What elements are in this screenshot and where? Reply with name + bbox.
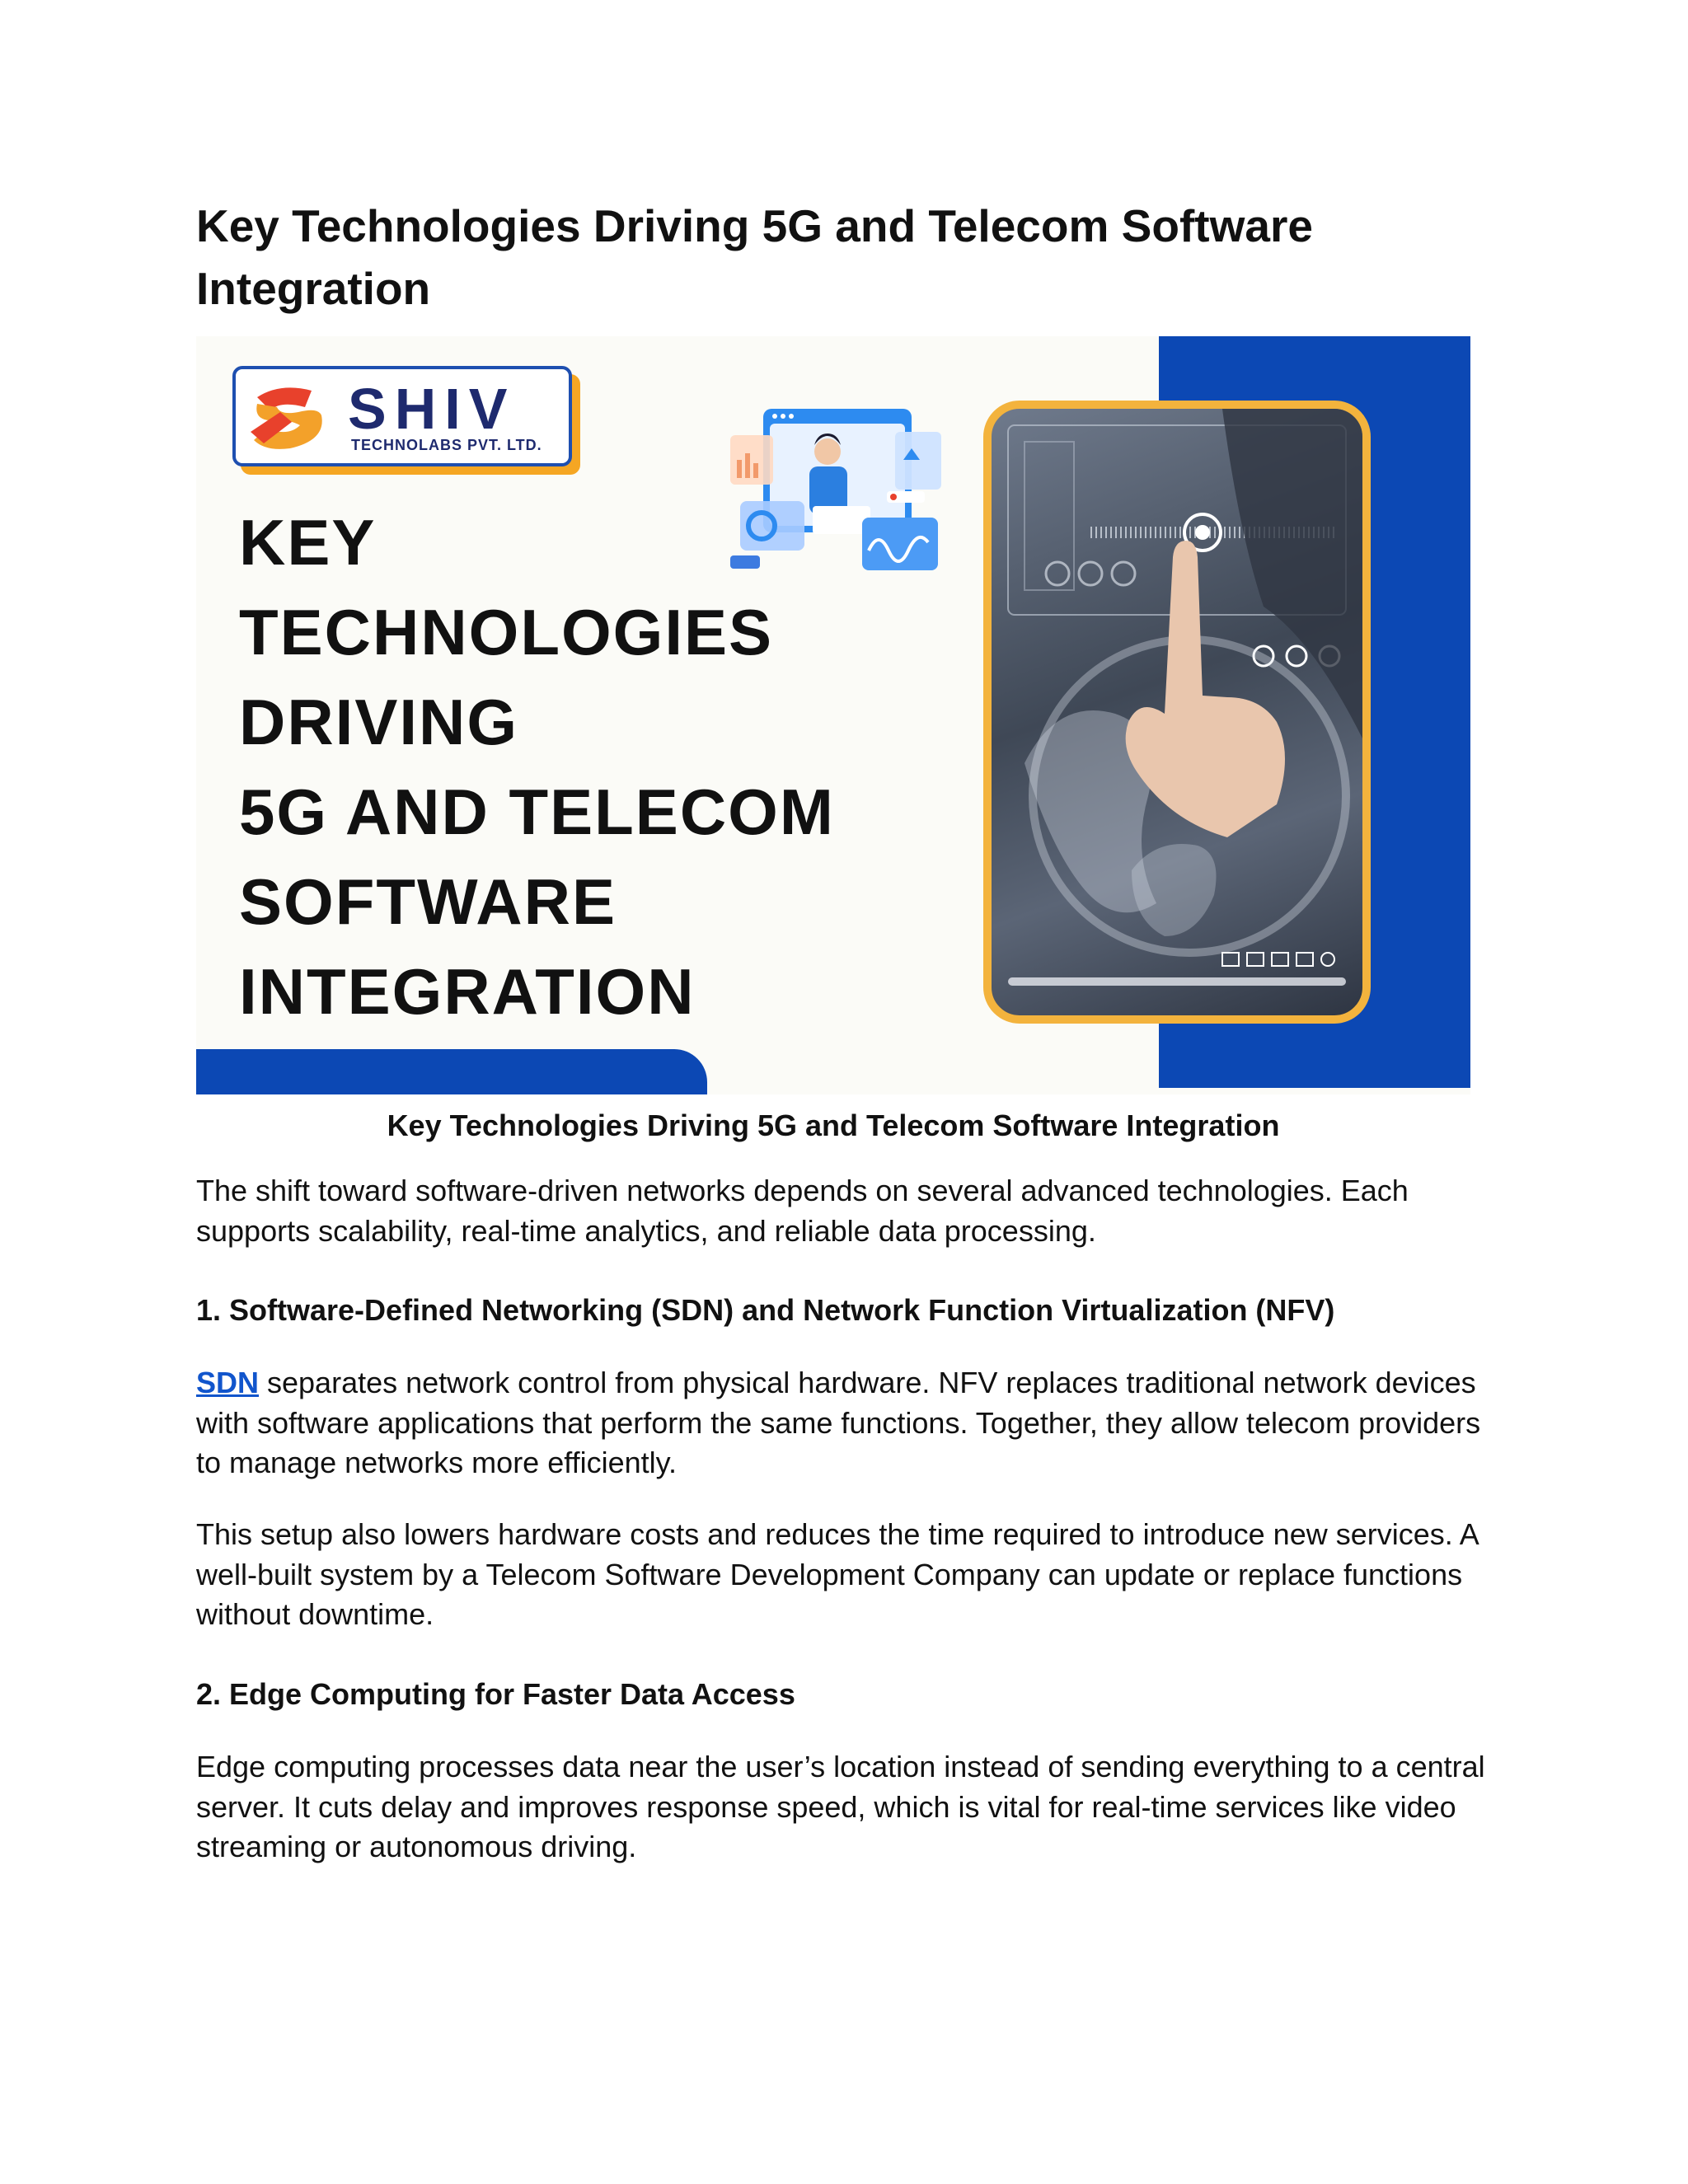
banner-heading-line: SOFTWARE [239, 865, 617, 938]
intro-paragraph: The shift toward software-driven networks depends on several advanced technologies. Each supports scalability, real-time analytics, and reliable data processing. [196, 1174, 1409, 1248]
banner-blue-strip [196, 1049, 707, 1094]
banner-heading-line: TECHNOLOGIES [239, 596, 774, 668]
sdn-link[interactable]: SDN [196, 1366, 260, 1399]
banner-heading-line: DRIVING [239, 686, 519, 758]
image-caption: Key Technologies Driving 5G and Telecom Software Integration [387, 1108, 1280, 1142]
sdn-paragraph-text: separates network control from physical hardware. NFV replaces traditional network devices with software applications that perform the same functions. Together, they allow telecom providers to manage networks more efficiently. [196, 1366, 1481, 1479]
logo-name: SHIV [348, 377, 516, 441]
section-heading-sdn-nfv: 1. Software-Defined Networking (SDN) and Network Function Virtualization (NFV) [196, 1293, 1335, 1327]
company-logo [232, 366, 572, 466]
logo-mark-icon [247, 382, 338, 453]
banner-heading-line: KEY [239, 506, 377, 579]
page-title: Key Technologies Driving 5G and Telecom Software Integration [196, 200, 1313, 314]
edge-computing-paragraph: Edge computing processes data near the user’s location instead of sending everything to a central server. It cuts delay and improves response speed, which is vital for real-time services like video streaming or autonomous driving. [196, 1750, 1485, 1863]
tech-photo [983, 401, 1371, 1024]
nfv-benefits-paragraph: This setup also lowers hardware costs and reduces the time required to introduce new services. A well-built system by a Telecom Software Development Company can update or replace functions without downtime. [196, 1517, 1478, 1631]
banner-heading-line: 5G AND TELECOM [239, 776, 835, 848]
banner-image [196, 336, 1470, 1094]
analytics-illustration-icon [730, 402, 945, 592]
touch-interface-photo-icon [992, 409, 1362, 1015]
banner-heading-line: INTEGRATION [239, 955, 696, 1028]
section-heading-edge-computing: 2. Edge Computing for Faster Data Access [196, 1677, 795, 1711]
sdn-paragraph [196, 1363, 1490, 1483]
logo-subtitle: TECHNOLABS PVT. LTD. [351, 437, 542, 453]
